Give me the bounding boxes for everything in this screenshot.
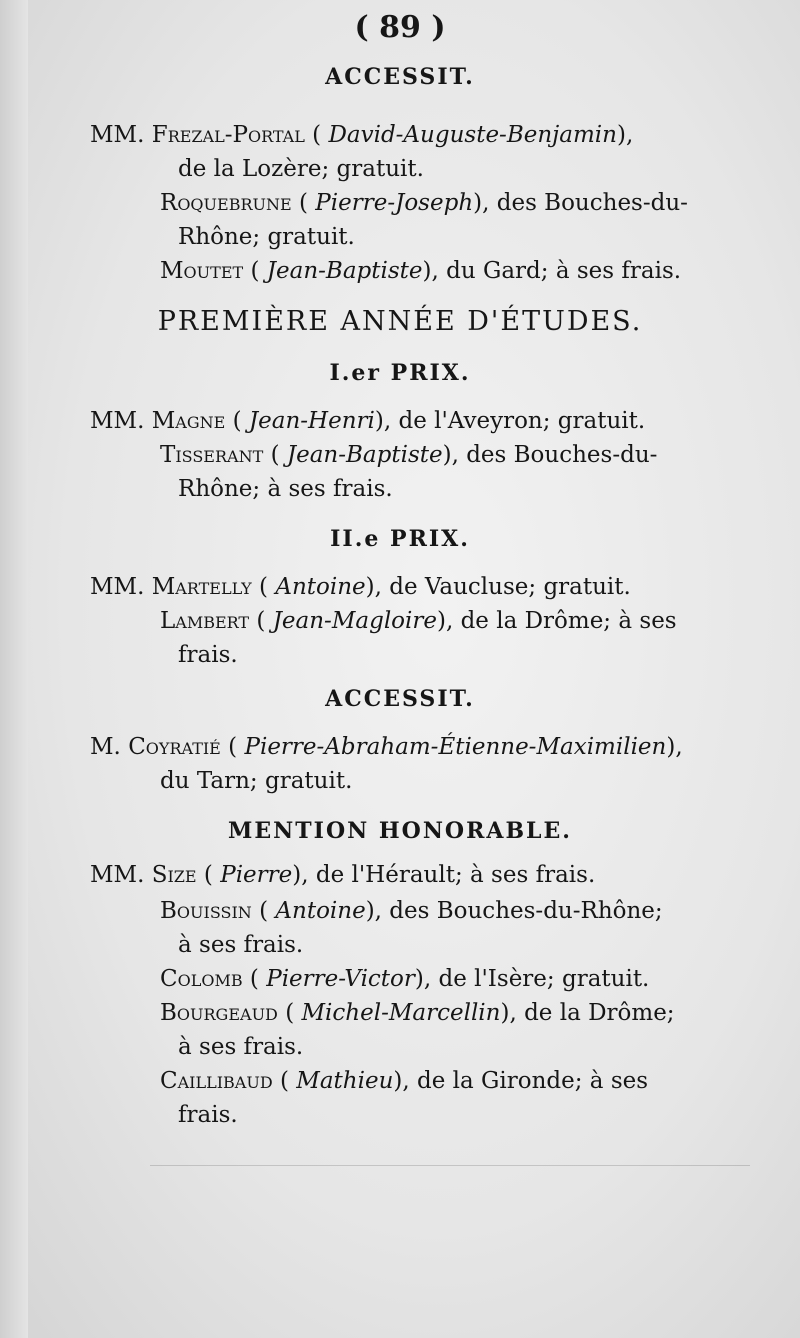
heading-mention-honorable: MENTION HONORABLE.: [228, 818, 572, 844]
entry-detail: ), des Bouches-du-: [473, 190, 688, 216]
entry-given-names: Jean-Baptiste: [286, 442, 443, 468]
entry-roquebrune-cont: Rhône; gratuit.: [178, 224, 355, 250]
entry-moutet: Moutet ( Jean-Baptiste), du Gard; à ses frais.: [160, 258, 682, 284]
entry-detail: ), de la Gironde; à ses: [393, 1068, 649, 1094]
entry-bouissin-cont: à ses frais.: [178, 932, 304, 958]
page-edge: [0, 0, 28, 1338]
entry-given-names: Jean-Baptiste: [266, 258, 423, 284]
heading-prix-1: I.er PRIX.: [329, 360, 471, 386]
entry-frezal-cont: de la Lozère; gratuit.: [178, 156, 424, 182]
entry-detail: ),: [666, 734, 683, 760]
entry-bourgeaud-cont: à ses frais.: [178, 1034, 304, 1060]
entry-coyratie: M. Coyratié ( Pierre-Abraham-Étienne-Maximilien),: [90, 734, 683, 760]
entry-detail: ), de l'Isère; gratuit.: [414, 966, 650, 992]
entry-given-names: Michel-Marcellin: [301, 1000, 501, 1026]
entry-coyratie-cont: du Tarn; gratuit.: [160, 768, 353, 794]
entry-surname: Bourgeaud: [160, 1000, 278, 1026]
page-number: ( 89 ): [354, 10, 446, 45]
entry-detail: ), du Gard; à ses frais.: [422, 258, 682, 284]
entry-roquebrune: Roquebrune ( Pierre-Joseph), des Bouches-du-: [160, 190, 688, 216]
entry-martelly: MM. Martelly ( Antoine), de Vaucluse; gratuit.: [90, 574, 631, 600]
entry-detail: ), de l'Hérault; à ses frais.: [292, 862, 596, 888]
entry-bouissin: Bouissin ( Antoine), des Bouches-du-Rhône;: [160, 898, 663, 924]
entry-prefix: MM.: [90, 408, 145, 434]
heading-prix-2: II.e PRIX.: [330, 526, 470, 552]
entry-surname: Magne: [151, 408, 226, 434]
entry-detail: ), de l'Aveyron; gratuit.: [374, 408, 646, 434]
entry-given-names: Antoine: [275, 898, 366, 924]
entry-magne: MM. Magne ( Jean-Henri), de l'Aveyron; gratuit.: [90, 408, 646, 434]
entry-given-names: Jean-Magloire: [272, 608, 437, 634]
bleed-through-rule: [150, 1165, 750, 1166]
entry-colomb: Colomb ( Pierre-Victor), de l'Isère; gratuit.: [160, 966, 650, 992]
heading-accessit-1: ACCESSIT.: [325, 64, 475, 90]
entry-surname: Coyratié: [128, 734, 221, 760]
entry-tisserant-cont: Rhône; à ses frais.: [178, 476, 393, 502]
entry-given-names: Pierre: [220, 862, 293, 888]
entry-detail: ), de la Drôme;: [500, 1000, 675, 1026]
entry-surname: Tisserant: [160, 442, 264, 468]
entry-detail: ), des Bouches-du-Rhône;: [365, 898, 663, 924]
entry-surname: Moutet: [160, 258, 244, 284]
entry-lambert: Lambert ( Jean-Magloire), de la Drôme; à ses: [160, 608, 677, 634]
entry-detail: ), de la Drôme; à ses: [436, 608, 677, 634]
entry-given-names: Pierre-Victor: [266, 966, 415, 992]
entry-detail: ),: [616, 122, 634, 148]
entry-tisserant: Tisserant ( Jean-Baptiste), des Bouches-du-: [160, 442, 658, 468]
entry-bourgeaud: Bourgeaud ( Michel-Marcellin), de la Drôme;: [160, 1000, 675, 1026]
entry-surname: Roquebrune: [160, 190, 292, 216]
entry-frezal: MM. Frezal-Portal ( David-Auguste-Benjamin),: [90, 122, 634, 148]
entry-given-names: Pierre-Joseph: [315, 190, 474, 216]
entry-surname: Size: [151, 862, 197, 888]
entry-surname: Colomb: [160, 966, 243, 992]
entry-given-names: David-Auguste-Benjamin: [328, 122, 617, 148]
entry-prefix: MM.: [90, 574, 145, 600]
entry-surname: Caillibaud: [160, 1068, 273, 1094]
entry-lambert-cont: frais.: [178, 642, 238, 668]
entry-given-names: Mathieu: [296, 1068, 394, 1094]
heading-premiere-annee: PREMIÈRE ANNÉE D'ÉTUDES.: [157, 306, 643, 337]
entry-surname: Frezal-Portal: [151, 122, 305, 148]
entry-surname: Lambert: [160, 608, 250, 634]
entry-caillibaud-cont: frais.: [178, 1102, 238, 1128]
entry-size: MM. Size ( Pierre), de l'Hérault; à ses frais.: [90, 862, 596, 888]
entry-surname: Martelly: [151, 574, 252, 600]
entry-given-names: Antoine: [275, 574, 366, 600]
entry-caillibaud: Caillibaud ( Mathieu), de la Gironde; à ses: [160, 1068, 649, 1094]
entry-prefix: M.: [90, 734, 121, 760]
entry-prefix: MM.: [90, 862, 145, 888]
entry-given-names: Jean-Henri: [248, 408, 375, 434]
entry-prefix: MM.: [90, 122, 145, 148]
entry-surname: Bouissin: [160, 898, 252, 924]
entry-detail: ), de Vaucluse; gratuit.: [365, 574, 631, 600]
entry-given-names: Pierre-Abraham-Étienne-Maximilien: [244, 734, 667, 760]
heading-accessit-2: ACCESSIT.: [325, 686, 475, 712]
entry-detail: ), des Bouches-du-: [442, 442, 658, 468]
